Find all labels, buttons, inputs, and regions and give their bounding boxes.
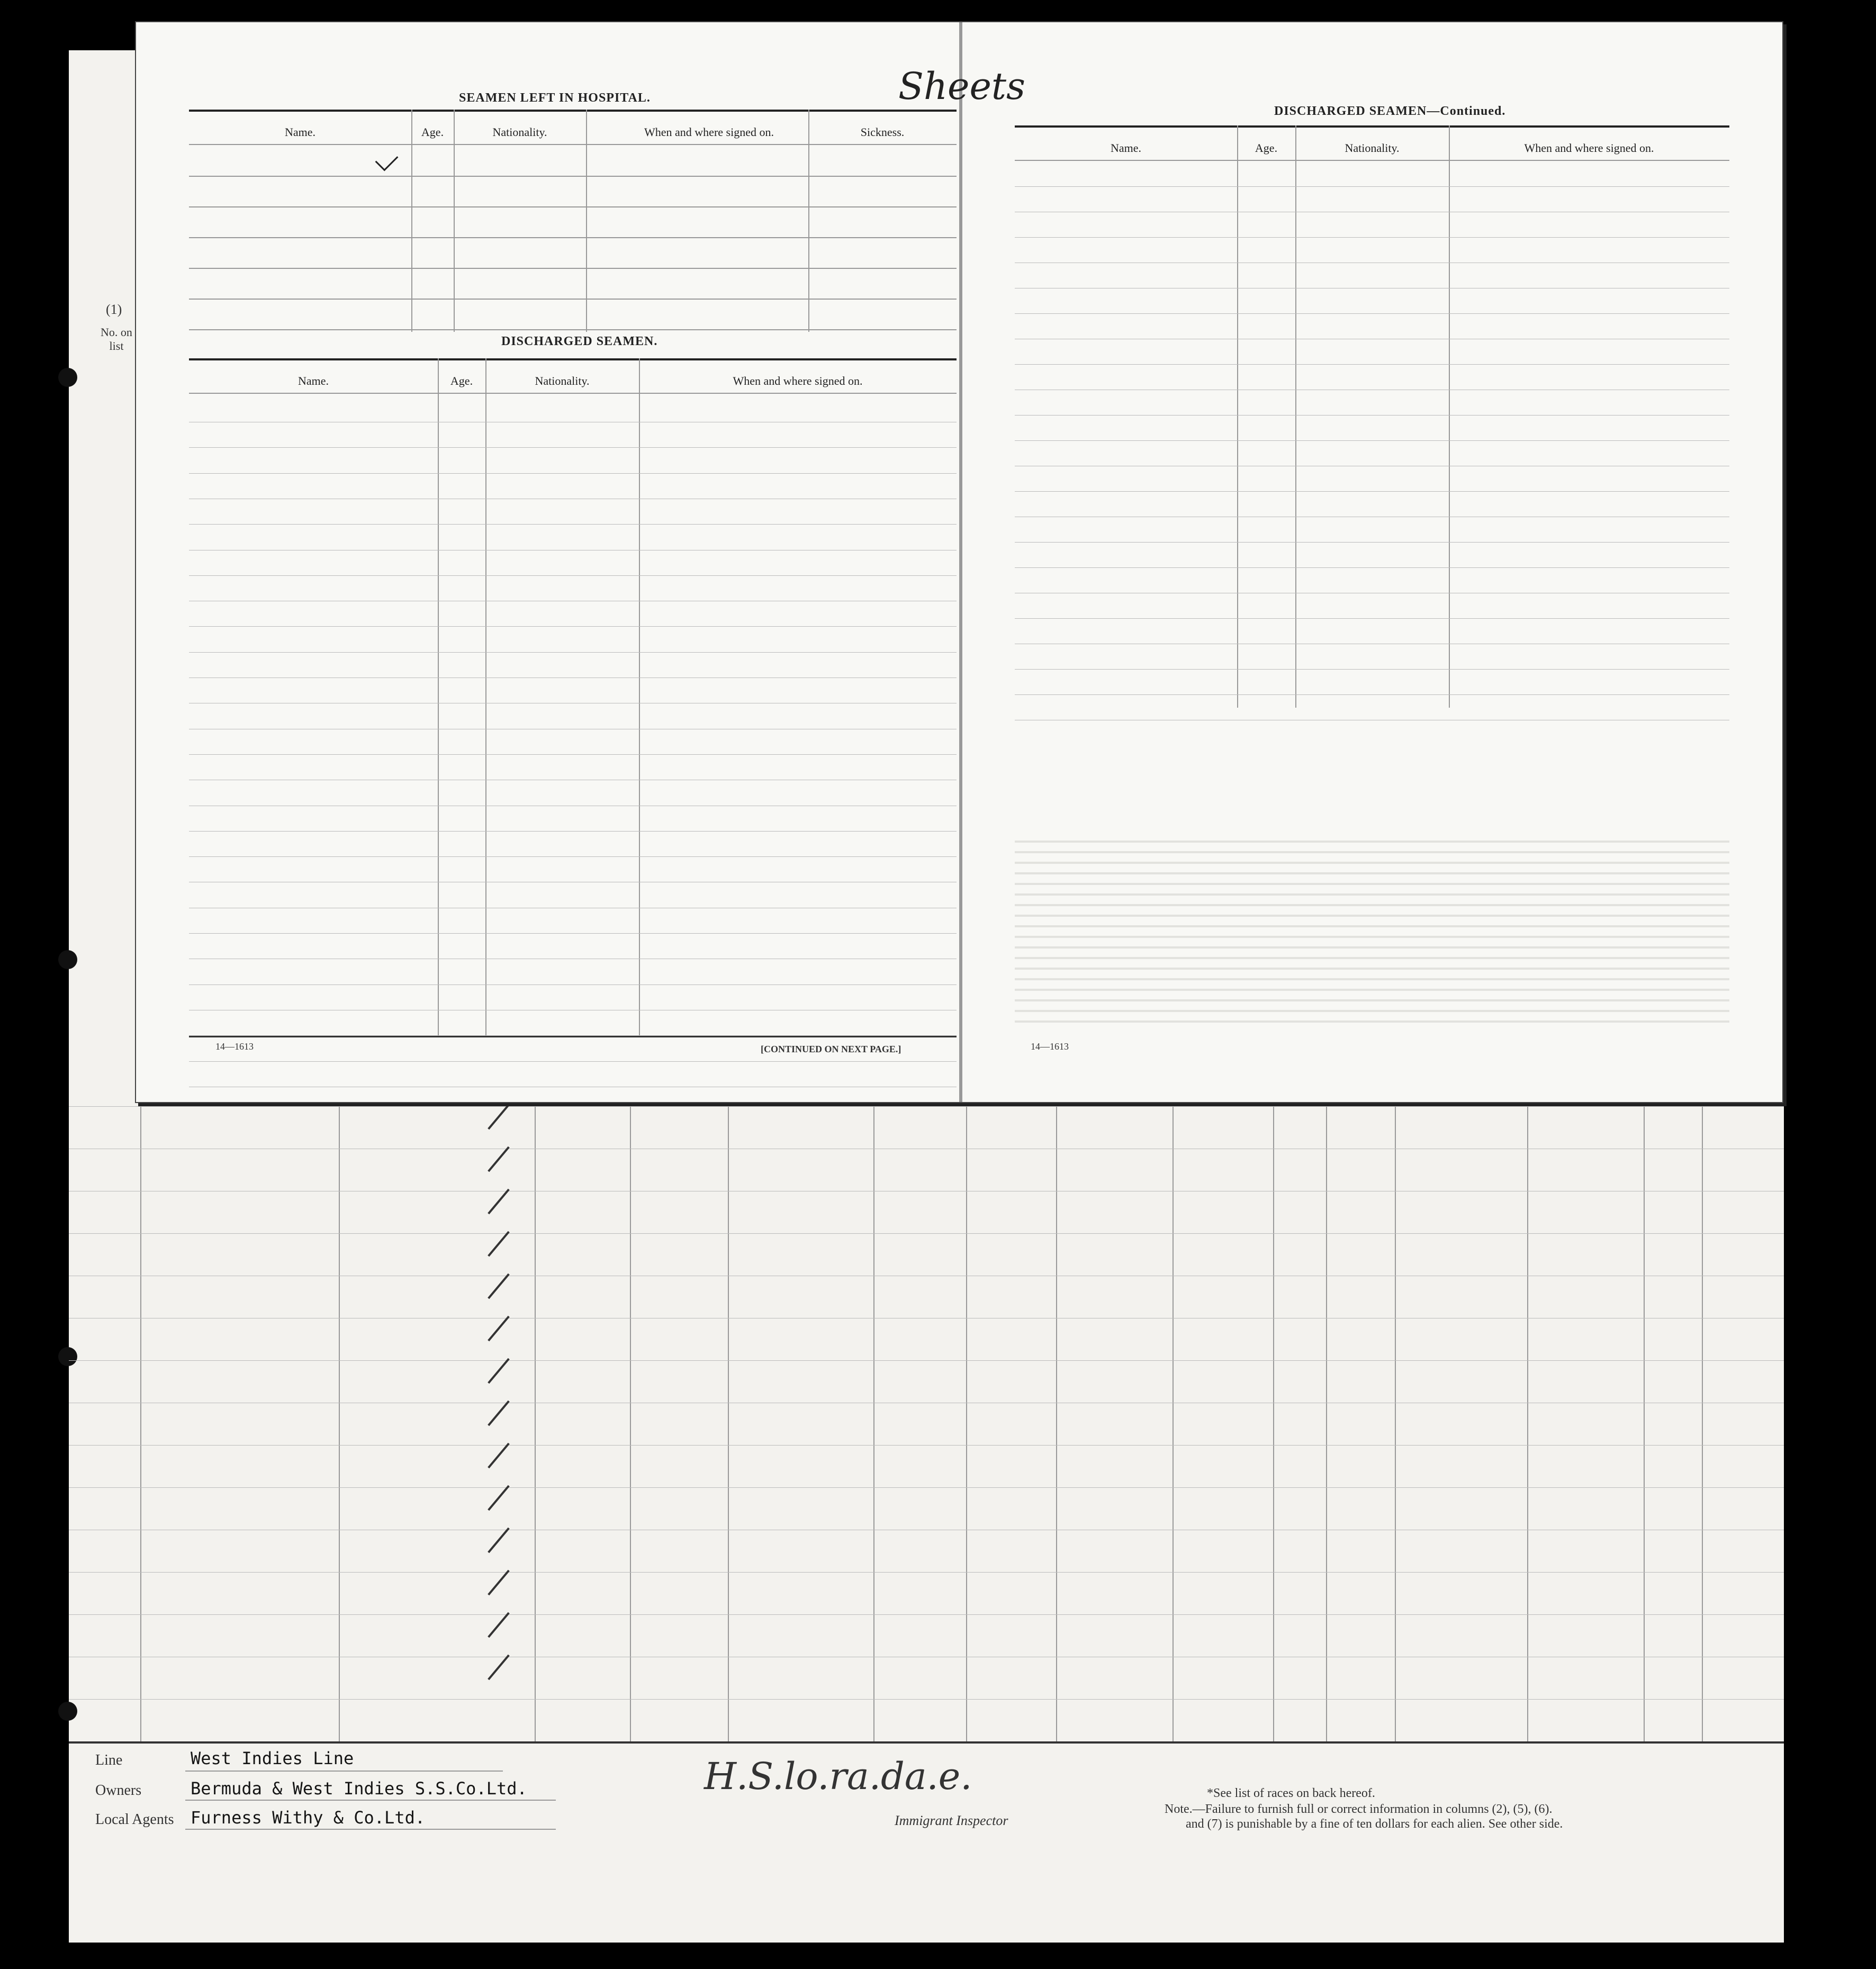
check-slash bbox=[488, 1146, 510, 1172]
punch-hole-3 bbox=[58, 1347, 77, 1366]
tick-mark bbox=[375, 148, 399, 171]
hospital-header: Sickness. bbox=[860, 125, 905, 139]
punch-hole-2 bbox=[58, 950, 77, 969]
check-slash bbox=[488, 1655, 510, 1681]
penalty-note-line-2: and (7) is punishable by a fine of ten dollars for each alien. See other side. bbox=[1186, 1817, 1563, 1831]
hospital-header: Nationality. bbox=[492, 125, 547, 139]
check-slash bbox=[488, 1485, 510, 1511]
sheets-handwritten-note: Sheets bbox=[898, 65, 1025, 108]
right-discharged-title: DISCHARGED SEAMEN—Continued. bbox=[1274, 104, 1506, 118]
check-slash bbox=[488, 1528, 510, 1553]
hospital-title: SEAMEN LEFT IN HOSPITAL. bbox=[459, 91, 651, 105]
right-header: Age. bbox=[1255, 141, 1278, 155]
right-header: Nationality. bbox=[1345, 141, 1400, 155]
discharged-header: Name. bbox=[297, 374, 329, 387]
check-slash bbox=[488, 1358, 510, 1384]
owners-value: Bermuda & West Indies S.S.Co.Ltd. bbox=[191, 1778, 527, 1799]
races-note: *See list of races on back hereof. bbox=[1207, 1786, 1375, 1800]
faded-certification-text bbox=[1015, 832, 1729, 1023]
check-slash bbox=[488, 1273, 510, 1299]
penalty-note-line-1: Note.—Failure to furnish full or correct information in columns (2), (5), (6). bbox=[1165, 1802, 1553, 1816]
discharged-header: Age. bbox=[450, 374, 473, 387]
check-slash bbox=[488, 1231, 510, 1257]
check-slash bbox=[488, 1443, 510, 1469]
left-form-number: 14—1613 bbox=[215, 1041, 254, 1052]
no-on-list-label: No. on list bbox=[101, 326, 132, 353]
discharged-header: When and where signed on. bbox=[733, 374, 863, 387]
line-label: Line bbox=[95, 1752, 123, 1768]
right-header: When and where signed on. bbox=[1524, 141, 1654, 155]
check-slash bbox=[488, 1570, 510, 1596]
right-header: Name. bbox=[1110, 141, 1142, 155]
check-slash bbox=[488, 1401, 510, 1426]
right-form-number: 14—1613 bbox=[1031, 1041, 1069, 1052]
check-slash bbox=[488, 1104, 510, 1130]
line-value: West Indies Line bbox=[191, 1748, 354, 1768]
punch-hole-1 bbox=[58, 368, 77, 387]
inspector-signature: H.S.lo.ra.da.e. bbox=[704, 1755, 972, 1798]
hospital-header: Name. bbox=[284, 125, 316, 139]
punch-hole-4 bbox=[58, 1702, 77, 1721]
check-slash bbox=[488, 1189, 510, 1215]
continued-note: [CONTINUED ON NEXT PAGE.] bbox=[761, 1044, 901, 1054]
check-slash bbox=[488, 1612, 510, 1638]
column-1-label: (1) bbox=[106, 302, 122, 317]
owners-label: Owners bbox=[95, 1782, 142, 1799]
hospital-header: When and where signed on. bbox=[644, 125, 774, 139]
check-slash bbox=[488, 1316, 510, 1342]
local-agents-label: Local Agents bbox=[95, 1811, 174, 1828]
local-agents-value: Furness Withy & Co.Ltd. bbox=[191, 1808, 426, 1828]
seamen-changes-statement bbox=[135, 21, 1783, 1103]
immigrant-inspector-caption: Immigrant Inspector bbox=[895, 1813, 1008, 1828]
discharged-title: DISCHARGED SEAMEN. bbox=[501, 335, 658, 348]
hospital-header: Age. bbox=[421, 125, 444, 139]
discharged-header: Nationality. bbox=[535, 374, 590, 387]
